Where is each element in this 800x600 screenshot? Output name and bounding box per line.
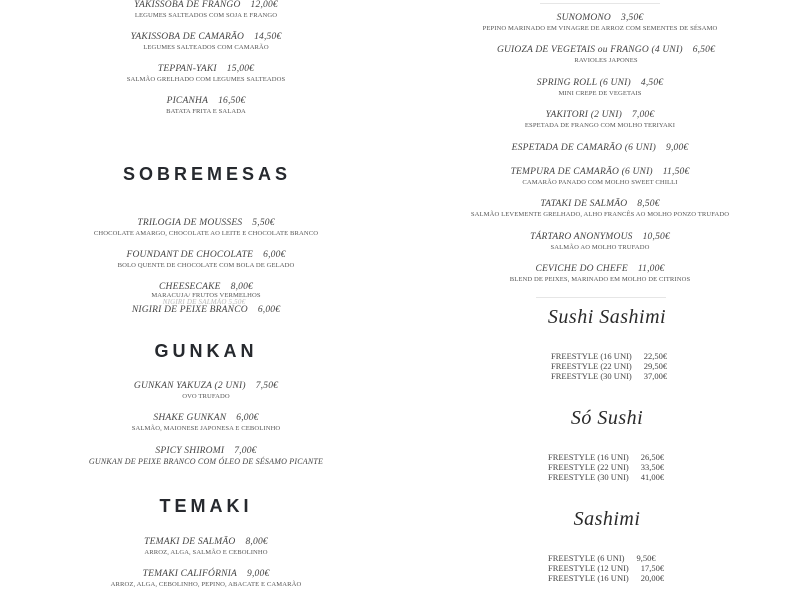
menu-item [483, 13, 718, 32]
item-name: TEMPURA DE CAMARÃO (6 UNI) [510, 167, 653, 177]
item-name: CEVICHE DO CHEFE [535, 264, 628, 274]
item-description: BOLO QUENTE DE CHOCOLATE COM BOLA DE GELADO [117, 262, 295, 269]
menu-item [118, 250, 295, 269]
row-label: FREESTYLE (30 UNI) [548, 472, 629, 482]
menu-item [497, 45, 715, 64]
item-name: TATAKI DE SALMÃO [540, 199, 628, 209]
menu-item [530, 232, 670, 251]
row-label: FREESTYLE (30 UNI) [551, 371, 632, 381]
menu-item [132, 305, 280, 315]
item-name: CHEESECAKE [158, 282, 221, 292]
item-price: 14,50€ [254, 32, 282, 42]
row-label: FREESTYLE (16 UNI) [548, 573, 629, 583]
menu-item [127, 64, 285, 83]
item-name: PICANHA [166, 96, 209, 106]
row-price: 20,00€ [640, 573, 665, 583]
item-price: 5,50€ [252, 218, 275, 228]
menu-item [89, 446, 323, 466]
row-price: 29,50€ [643, 361, 668, 371]
item-name: TRILOGIA DE MOUSSES [137, 218, 243, 228]
menu-item [151, 282, 260, 299]
menu-item [132, 413, 281, 432]
item-name: GUIOZA DE VEGETAIS ou FRANGO (4 UNI) [496, 45, 683, 55]
row-price: 26,50€ [640, 452, 665, 462]
item-price: 6,00€ [263, 250, 286, 260]
item-description: LEGUMES SALTEADOS COM CAMARÃO [143, 44, 269, 51]
item-price: 12,00€ [250, 0, 278, 10]
item-name: SPRING ROLL (6 UNI) [536, 78, 631, 88]
row-label: FREESTYLE (16 UNI) [548, 452, 629, 462]
item-description: SALMÃO, MAIONESE JAPONESA E CEBOLINHO [131, 425, 281, 432]
item-price: 7,00€ [631, 110, 655, 120]
item-price: 6,00€ [236, 413, 259, 423]
item-price: 4,50€ [640, 78, 664, 88]
price-row [548, 472, 664, 482]
price-row [548, 573, 664, 583]
row-price: 17,50€ [640, 563, 665, 573]
price-row [551, 351, 667, 361]
price-list [551, 351, 667, 381]
item-name: TEMAKI CALIFÓRNIA [142, 569, 238, 579]
price-row [548, 563, 664, 573]
price-row [548, 462, 664, 472]
item-price: 6,50€ [692, 45, 716, 55]
section-heading-gunkan: GUNKAN [154, 341, 258, 361]
section-heading-sushi-sashimi: Sushi Sashimi [547, 306, 667, 328]
item-name: TÁRTARO ANONYMOUS [530, 232, 633, 242]
item-description: SALMÃO GRELHADO COM LEGUMES SALTEADOS [126, 76, 286, 83]
row-label: FREESTYLE (22 UNI) [551, 361, 632, 371]
item-name: TEPPAN-YAKI [157, 64, 217, 74]
item-description: SALMÃO LEVEMENTE GRELHADO, ALHO FRANCÊS AO MOLHO PONZO TRUFADO [470, 211, 730, 218]
item-name: NIGIRI DE PEIXE BRANCO [131, 305, 248, 315]
item-price: 10,50€ [642, 232, 670, 242]
item-price: 6,00€ [257, 305, 281, 315]
item-name: GUNKAN YAKUZA (2 UNI) [133, 381, 246, 391]
item-description: LEGUMES SALTEADOS COM SOJA E FRANGO [134, 12, 278, 19]
price-row [548, 553, 664, 563]
item-name: YAKITORI (2 UNI) [545, 110, 622, 120]
item-name: YAKISSOBA DE FRANGO [134, 0, 241, 10]
price-row [551, 361, 667, 371]
item-description: ESPETADA DE FRANGO COM MOLHO TERIYAKI [524, 122, 676, 129]
price-list [548, 553, 664, 583]
item-price: 3,50€ [621, 13, 644, 23]
item-price: 11,50€ [662, 167, 690, 177]
menu-item [510, 264, 690, 283]
item-price: 8,00€ [230, 282, 253, 292]
divider [540, 3, 660, 4]
item-price: 11,00€ [637, 264, 665, 274]
item-name: SPICY SHIROMI [155, 446, 225, 456]
row-label: FREESTYLE (22 UNI) [548, 462, 629, 472]
menu-item [512, 143, 689, 153]
item-name: SHAKE GUNKAN [153, 413, 227, 423]
menu-item [166, 96, 246, 115]
row-label: FREESTYLE (6 UNI) [548, 553, 625, 563]
menu-item [94, 218, 318, 237]
item-price: 8,50€ [637, 199, 660, 209]
divider [536, 297, 666, 298]
item-price: 16,50€ [218, 96, 246, 106]
item-name: YAKISSOBA DE CAMARÃO [130, 32, 245, 42]
item-price: 7,50€ [255, 381, 279, 391]
item-price: 8,00€ [245, 537, 268, 547]
menu-item [134, 0, 278, 19]
item-description: ARROZ, ALGA, CEBOLINHO, PEPINO, ABACATE E CAMARÃO [110, 581, 302, 588]
item-description: BLEND DE PEIXES, MARINADO EM MOLHO DE CITRINOS [509, 276, 691, 283]
menu-item [537, 78, 664, 97]
row-label: FREESTYLE (12 UNI) [548, 563, 629, 573]
row-price: 9,50€ [636, 553, 656, 563]
menu-item [131, 32, 282, 51]
item-description: RAVIOLES JAPONES [574, 57, 638, 64]
item-description: OVO TRUFADO [182, 393, 230, 400]
item-description: BATATA FRITA E SALADA [166, 108, 246, 115]
item-description: PEPINO MARINADO EM VINAGRE DE ARROZ COM SEMENTES DE SÉSAMO [482, 25, 718, 32]
item-description: ARROZ, ALGA, SALMÃO E CEBOLINHO [144, 549, 268, 556]
item-name: FOUNDANT DE CHOCOLATE [126, 250, 254, 260]
price-row [548, 452, 664, 462]
section-heading-temaki: TEMAKI [159, 496, 253, 516]
item-name: ESPETADA DE CAMARÃO (6 UNI) [511, 143, 656, 153]
menu-item [111, 569, 302, 588]
row-price: 37,00€ [643, 371, 668, 381]
menu-item [525, 110, 675, 129]
section-heading-sashimi: Sashimi [573, 508, 641, 530]
item-price: 9,00€ [665, 143, 689, 153]
section-heading-sobremesas: SOBREMESAS [122, 164, 292, 184]
price-row [551, 371, 667, 381]
item-description: SALMÃO AO MOLHO TRUFADO [550, 244, 650, 251]
row-price: 22,50€ [643, 351, 668, 361]
overlap-artifact-text: NIGIRI DE SALMÃO 5,50€ [162, 298, 246, 306]
row-label: FREESTYLE (16 UNI) [551, 351, 632, 361]
menu-item [511, 167, 690, 186]
item-name: SUNOMONO [556, 13, 612, 23]
item-description: MINI CREPE DE VEGETAIS [558, 90, 642, 97]
item-price: 15,00€ [226, 64, 255, 74]
menu-item [144, 537, 268, 556]
row-price: 33,50€ [640, 462, 665, 472]
price-list [548, 452, 664, 482]
item-description: CAMARÃO PANADO COM MOLHO SWEET CHILLI [522, 179, 678, 186]
item-description: CHOCOLATE AMARGO, CHOCOLATE AO LEITE E CHOCOLATE BRANCO [93, 230, 319, 237]
item-price: 7,00€ [234, 446, 257, 456]
menu-item [471, 199, 729, 218]
item-description: MARACUJA/ FRUTOS VERMELHOS [151, 292, 261, 299]
section-heading-so-sushi: Só Sushi [570, 407, 644, 429]
row-price: 41,00€ [640, 472, 665, 482]
item-description: GUNKAN DE PEIXE BRANCO COM ÓLEO DE SÉSAMO PICANTE [88, 457, 324, 466]
menu-item [134, 381, 278, 400]
item-price: 9,00€ [247, 569, 270, 579]
item-name: TEMAKI DE SALMÃO [144, 537, 236, 547]
